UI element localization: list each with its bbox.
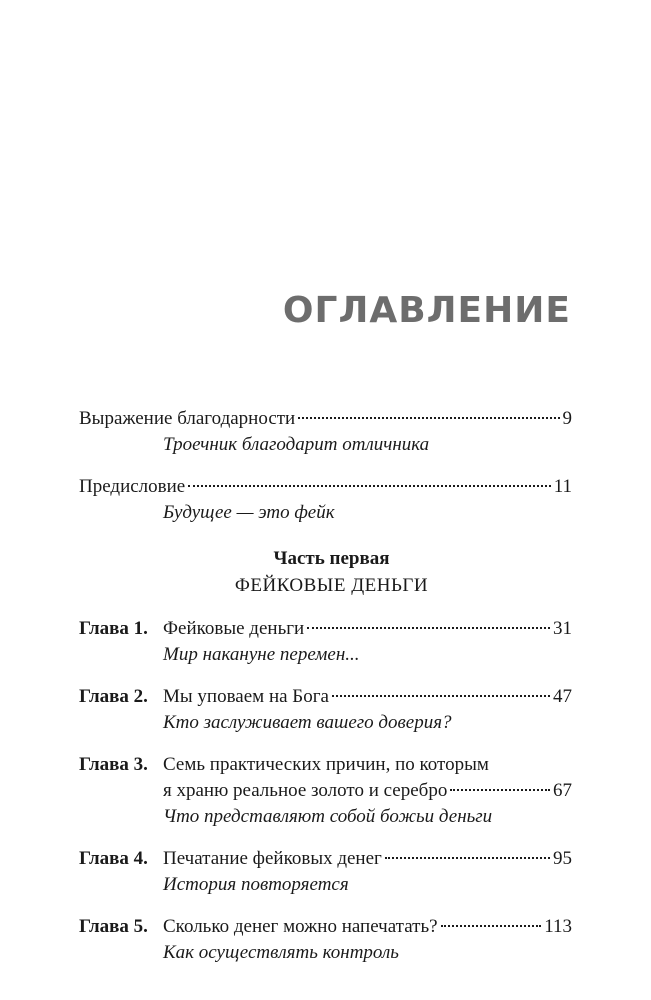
toc-entry-title: Предисловие [79, 476, 186, 497]
chapter-page: 47 [553, 686, 572, 707]
chapter-subtitle: Мир накануне перемен... [163, 644, 360, 665]
dot-leader [385, 857, 550, 859]
chapter-body [163, 684, 572, 736]
chapter-body [163, 752, 572, 830]
toc-entry-row [79, 406, 572, 432]
toc-chapter-3[interactable] [79, 752, 572, 830]
chapter-label: Глава 3. [79, 754, 148, 775]
chapter-label: Глава 4. [79, 848, 148, 869]
chapter-subtitle: Что представляют собой божьи деньги [163, 806, 493, 827]
dot-leader [188, 485, 550, 487]
chapter-title: я храню реальное золото и серебро [163, 780, 448, 801]
part-heading [79, 546, 572, 600]
toc-entry-preface[interactable] [79, 474, 572, 526]
toc-entry-row [163, 846, 572, 872]
chapter-title: Мы уповаем на Бога [163, 686, 329, 707]
toc-entry-subtitle: Будущее — это фейк [163, 502, 335, 523]
dot-leader [441, 925, 542, 927]
toc-entry-row [163, 684, 572, 710]
toc-chapter-1[interactable] [79, 616, 572, 668]
toc-entry-row [163, 778, 572, 804]
chapter-title: Печатание фейковых денег [163, 848, 382, 869]
chapter-page: 113 [544, 916, 572, 937]
table-of-contents [79, 406, 572, 982]
chapter-subtitle: Кто заслуживает вашего доверия? [163, 712, 452, 733]
toc-entry-row [163, 914, 572, 940]
toc-entry-row [163, 616, 572, 642]
toc-entry-page: 9 [562, 408, 572, 429]
chapter-page: 67 [553, 780, 572, 801]
part-label: Часть первая [273, 548, 390, 569]
toc-entry-title: Выражение благодарности [79, 408, 296, 429]
dot-leader [332, 695, 550, 697]
toc-chapter-2[interactable] [79, 684, 572, 736]
dot-leader [450, 789, 550, 791]
chapter-subtitle: Как осуществлять контроль [163, 942, 399, 963]
toc-entry-subtitle: Троечник благодарит отличника [163, 434, 430, 455]
chapter-label: Глава 2. [79, 686, 148, 707]
dot-leader [307, 627, 550, 629]
chapter-title: Сколько денег можно напечатать? [163, 916, 438, 937]
toc-entry-page: 11 [553, 476, 572, 497]
chapter-page: 31 [553, 618, 572, 639]
chapter-body [163, 846, 572, 898]
chapter-label: Глава 1. [79, 618, 148, 639]
page-title: ОГЛАВЛЕНИЕ [282, 290, 571, 331]
part-title: ФЕЙКОВЫЕ ДЕНЬГИ [234, 575, 429, 596]
toc-chapter-4[interactable] [79, 846, 572, 898]
chapter-label: Глава 5. [79, 916, 148, 937]
chapter-body [163, 616, 572, 668]
toc-entry-acknowledgements[interactable] [79, 406, 572, 458]
chapter-title-line: Семь практических причин, по которым [163, 754, 489, 775]
chapter-page: 95 [553, 848, 572, 869]
dot-leader [298, 417, 559, 419]
chapter-title: Фейковые деньги [163, 618, 305, 639]
toc-chapter-5[interactable] [79, 914, 572, 966]
chapter-body [163, 914, 572, 966]
chapter-subtitle: История повторяется [163, 874, 349, 895]
toc-entry-row [79, 474, 572, 500]
